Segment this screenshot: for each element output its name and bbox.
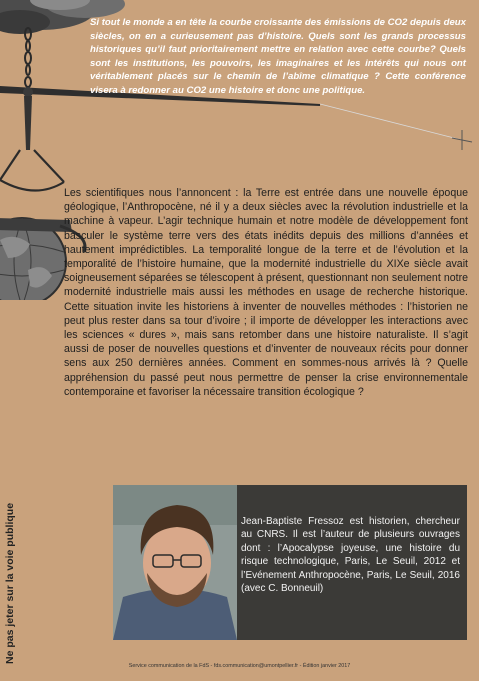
chain-icon	[25, 28, 31, 87]
author-bio-box	[113, 485, 467, 640]
main-article-text: Les scientifiques nous l’annoncent : la Terre est entrée dans une nouvelle époque géologique, l’Anthropocène, né il y a deux siècles avec la révolution industrielle et la machine à vapeur. L’agir technique humain et notre modèle de développement font basculer le système terre vers des états inédits depuis des millions d’années et hautement imprédictibles. La temporalité longue de la terre et de l’évolution et la temporalité de l’histoire humaine, que la modernité industrielle du XIXe siècle avait soigneusement séparées se télescopent à présent, questionnant non seulement notre modernité industrielle mais aussi les méthodes en usage de recherche historique. Cette situation invite les historiens à inventer de nouvelles méthodes : l’historien ne peut plus rester dans sa tour d’ivoire ; il importe de développer les interactions avec les sciences « dures », mais sans retomber dans une histoire naturaliste. Il s’agit aussi de poser de nouvelles questions et d’inventer de nouveaux récits pour donner sens aux 250 dernières années. Comment en sommes-nous arrivés là ? Quelle appréhension du passé peut nous permettre de penser la crise environnementale contemporaine et favoriser la nécessaire transition écologique ?	[64, 187, 468, 398]
portrait-illustration	[113, 485, 237, 640]
footer-credits: Service communication de la FdS - fds.communication@umontpellier.fr - Édition janvier 2017	[128, 663, 351, 669]
scale-pan-icon	[0, 150, 64, 191]
author-bio-text: Jean-Baptiste Fressoz est historien, chercheur au CNRS. Il est l’auteur de plusieurs ouvrages dont : l’Apocalypse joyeuse, une histoire du risque technologique, Paris, Le Seuil, 2012 et l’Evénement Anthropocène, Paris, Le Seuil, 2016 (avec C. Bonneuil)	[241, 516, 460, 595]
side-notice: Ne pas jeter sur la voie publique	[4, 502, 16, 664]
intro-paragraph: Si tout le monde a en tête la courbe croissante des émissions de CO2 depuis deux siècles, on en a curieusement pas d’histoire. Quels sont les grands processus historiques qu’il faut prioritairement mettre en relation avec cette courbe? Quels sont les institutions, les pouvoirs, les imaginaires et les intérêts qui nous ont véritablement placés sur le chemin de l’abîme climatique ? Cette conférence visera à redonner au CO2 une histoire et donc une politique.	[90, 17, 466, 96]
author-photo	[113, 485, 237, 640]
